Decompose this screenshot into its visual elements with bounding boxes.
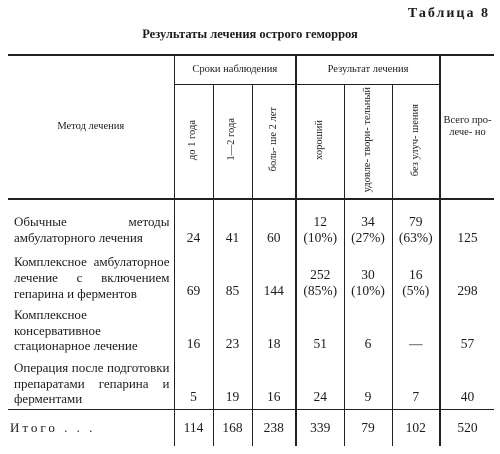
table-row bbox=[8, 199, 494, 250]
totals-row bbox=[8, 409, 494, 446]
totals-satisfactory: 79 bbox=[344, 409, 392, 446]
header-treatment-result: Результат лечения bbox=[296, 55, 440, 85]
header-result-good: хороший bbox=[296, 85, 344, 200]
totals-period-3: 238 bbox=[252, 409, 296, 446]
good-cell: 24 bbox=[296, 356, 344, 409]
header-result-no-improvement: без улуч- шения bbox=[392, 85, 440, 200]
table-body bbox=[8, 199, 494, 445]
no-improvement-cell: — bbox=[392, 303, 440, 356]
totals-label: Итого . . . bbox=[8, 409, 174, 446]
satisfactory-cell: 6 bbox=[344, 303, 392, 356]
period-2-cell: 23 bbox=[213, 303, 252, 356]
good-cell: 51 bbox=[296, 303, 344, 356]
total-cell: 125 bbox=[440, 199, 494, 250]
header-period-2: 1—2 года bbox=[213, 85, 252, 200]
period-3-cell: 144 bbox=[252, 250, 296, 303]
totals-no-improvement: 102 bbox=[392, 409, 440, 446]
total-cell: 298 bbox=[440, 250, 494, 303]
header-result-satisfactory: удовле- твори- тельный bbox=[344, 85, 392, 200]
table-header bbox=[8, 55, 494, 199]
table-title: Результаты лечения острого геморроя bbox=[142, 27, 358, 41]
header-method: Метод лечения bbox=[57, 121, 125, 133]
total-cell: 57 bbox=[440, 303, 494, 356]
table-row bbox=[8, 250, 494, 303]
results-table bbox=[8, 54, 494, 446]
period-2-cell: 19 bbox=[213, 356, 252, 409]
no-improvement-cell: 79 (63%) bbox=[392, 199, 440, 250]
satisfactory-cell: 9 bbox=[344, 356, 392, 409]
header-total-treated: Всего про- лече- но bbox=[440, 55, 494, 199]
satisfactory-cell: 30 (10%) bbox=[344, 250, 392, 303]
table-row bbox=[8, 303, 494, 356]
good-cell: 252 (85%) bbox=[296, 250, 344, 303]
total-cell: 40 bbox=[440, 356, 494, 409]
period-1-cell: 24 bbox=[174, 199, 213, 250]
method-cell: Комплексное амбулаторное лечение с включением гепарина и ферментов bbox=[14, 254, 170, 301]
period-3-cell: 18 bbox=[252, 303, 296, 356]
no-improvement-cell: 16 (5%) bbox=[392, 250, 440, 303]
table-row bbox=[8, 356, 494, 409]
period-2-cell: 85 bbox=[213, 250, 252, 303]
period-3-cell: 60 bbox=[252, 199, 296, 250]
method-cell: Обычные методы амбулаторного лечения bbox=[14, 214, 170, 245]
totals-period-1: 114 bbox=[174, 409, 213, 446]
method-cell: Комплексное консервативное стационарное лечение bbox=[14, 307, 138, 354]
header-period-3: боль- ше 2 лет bbox=[252, 85, 296, 200]
no-improvement-cell: 7 bbox=[392, 356, 440, 409]
table-number: Таблица 8 bbox=[407, 6, 490, 21]
results-table-wrapper bbox=[8, 54, 494, 446]
header-period-1: до 1 года bbox=[174, 85, 213, 200]
period-1-cell: 5 bbox=[174, 356, 213, 409]
totals-total: 520 bbox=[440, 409, 494, 446]
method-cell: Операция после подготовки препаратами гепарина и ферментами bbox=[14, 359, 170, 407]
period-1-cell: 69 bbox=[174, 250, 213, 303]
period-2-cell: 41 bbox=[213, 199, 252, 250]
good-cell: 12 (10%) bbox=[296, 199, 344, 250]
period-1-cell: 16 bbox=[174, 303, 213, 356]
period-3-cell: 16 bbox=[252, 356, 296, 409]
header-observation-periods: Сроки наблюдения bbox=[174, 55, 296, 85]
totals-period-2: 168 bbox=[213, 409, 252, 446]
satisfactory-cell: 34 (27%) bbox=[344, 199, 392, 250]
totals-good: 339 bbox=[296, 409, 344, 446]
